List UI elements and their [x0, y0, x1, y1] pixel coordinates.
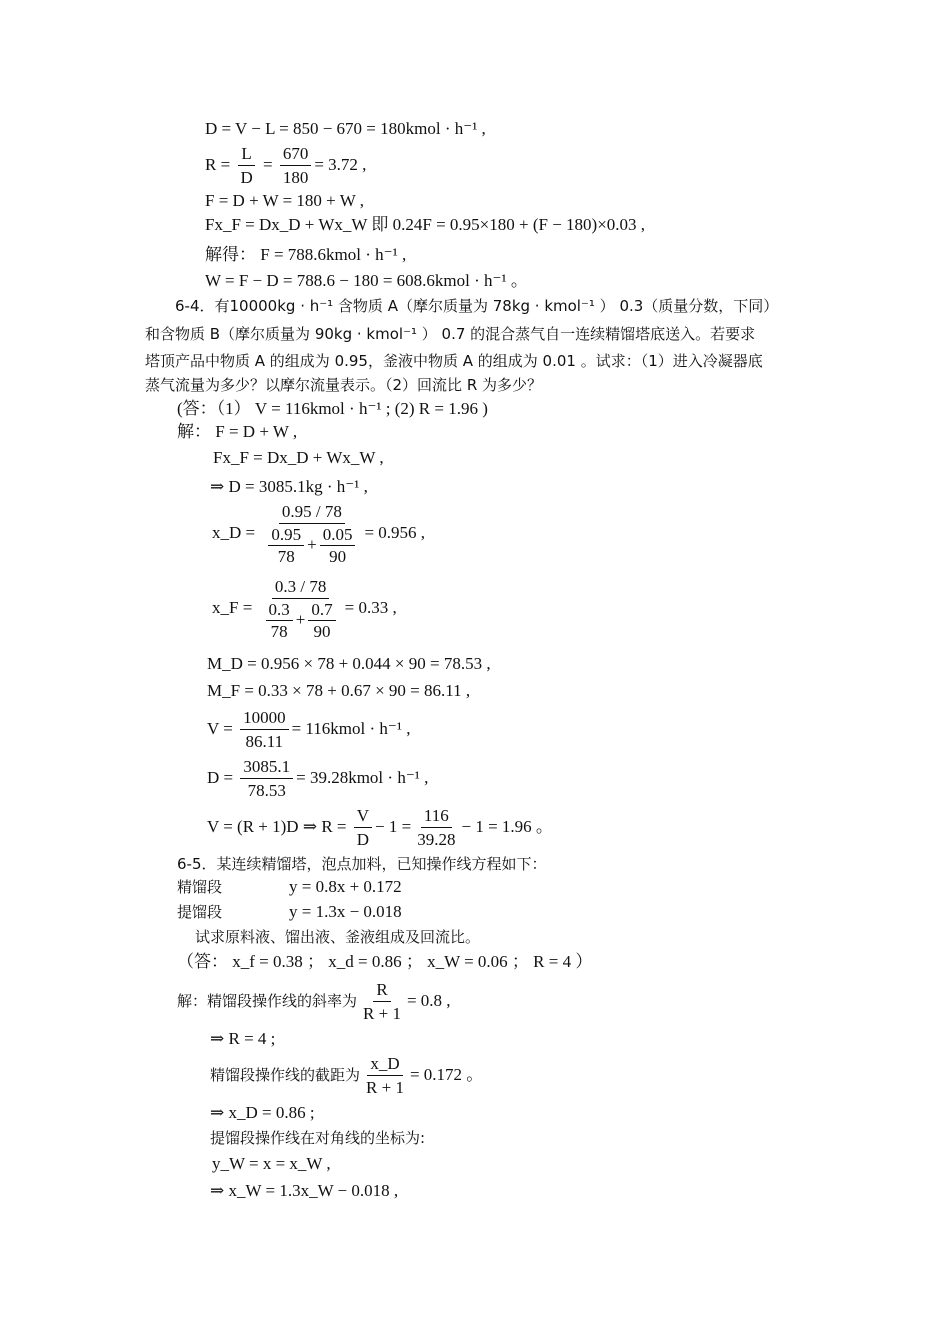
eq-lhs: R =: [205, 154, 235, 174]
stripping-diagonal-text: 提馏段操作线在对角线的坐标为:: [210, 1129, 426, 1147]
eq-R-result: ⇒ R = 4 ;: [210, 1029, 276, 1048]
eq-xD-result: ⇒ x_D = 0.86 ;: [210, 1103, 315, 1122]
eq-lhs: V = (R + 1)D ⇒ R =: [207, 816, 351, 836]
eq-xF: [212, 577, 397, 641]
eq-lhs: x_D =: [212, 522, 260, 542]
eq-rhs: = 0.172 。: [409, 1064, 484, 1084]
answer-6-4: (答：（1） V = 116kmol · h⁻¹ ; (2) R = 1.96 ): [177, 399, 488, 418]
problem-6-4-line1: 6-4．有10000kg · h⁻¹ 含物质 A（摩尔质量为 78kg · kmol⁻¹ ） 0.3（质量分数，下同）: [175, 297, 779, 315]
solution-step-2: Fx_F = Dx_D + Wx_W ,: [213, 448, 384, 467]
stripping-line: [177, 901, 402, 923]
eq-rhs: = 0.33 ,: [344, 597, 397, 617]
frac-den: R + 1: [366, 1078, 404, 1097]
problem-6-4-line2: 和含物质 B（摩尔质量为 90kg · kmol⁻¹ ） 0.7 的混合蒸气自一连续精馏塔底送入。若要求: [145, 325, 756, 343]
eq-D: [207, 757, 428, 801]
eq-solve-W: W = F − D = 788.6 − 180 = 608.6kmol · h⁻¹ 。: [205, 271, 528, 290]
frac-den: R + 1: [363, 1004, 401, 1023]
eq-rhs: = 116kmol · h⁻¹ ,: [291, 718, 411, 738]
frac-den: D: [356, 830, 370, 849]
eq-MD: M_D = 0.956 × 78 + 0.044 × 90 = 78.53 ,: [207, 654, 491, 673]
frac-num: R: [373, 980, 390, 1002]
eq-V: [207, 708, 410, 752]
eq-rhs: = 0.8 ,: [406, 990, 451, 1010]
eq-solve-F: 解得： F = 788.6kmol · h⁻¹ ,: [205, 245, 407, 264]
rectifying-equation: y = 0.8x + 0.172: [289, 877, 402, 896]
frac-num: 0.7: [308, 601, 335, 621]
frac-num: 10000: [240, 708, 289, 730]
eq-D-balance: D = V − L = 850 − 670 = 180kmol · h⁻¹ ,: [205, 119, 486, 138]
frac-num: 0.95: [268, 526, 304, 546]
frac-num: V: [354, 806, 372, 828]
frac-num: 0.3: [266, 601, 293, 621]
problem-6-4-line3: 塔顶产品中物质 A 的组成为 0.95，釜液中物质 A 的组成为 0.01 。试求：（1）进入冷凝器底: [145, 352, 763, 370]
frac-den: 180: [282, 168, 309, 187]
frac-den: 86.11: [245, 732, 284, 751]
solution-step-3: ⇒ D = 3085.1kg · h⁻¹ ,: [210, 477, 368, 496]
eq-xD: [212, 502, 425, 566]
frac-num: L: [238, 144, 254, 166]
eq-lhs: V =: [207, 718, 238, 738]
rectifying-line: [177, 876, 402, 898]
frac-den: $\frac{0.95}{78}$ + $\frac{0.05}{90}$: [262, 524, 361, 566]
frac-den: $\frac{0.3}{78}$ + $\frac{0.7}{90}$: [260, 599, 342, 641]
problem-6-5: 6-5．某连续精馏塔，泡点加料，已知操作线方程如下：: [177, 855, 547, 873]
eq-R: [207, 806, 553, 850]
frac-den: 39.28: [417, 830, 456, 849]
eq-lhs: D =: [207, 767, 238, 787]
frac-num: 0.3 / 78: [272, 577, 329, 599]
eq-rhs: − 1 = 1.96 。: [461, 816, 553, 836]
rectifying-label: 精馏段: [177, 878, 223, 896]
stripping-equation: y = 1.3x − 0.018: [289, 902, 402, 921]
eq-F-balance: F = D + W = 180 + W ,: [205, 191, 364, 210]
eq-reflux-ratio: R = $\frac{L}{D}$ = $\frac{670}{180}$ = 3.72 ,: [205, 144, 367, 187]
eq-lhs: 解：精馏段操作线的斜率为: [177, 991, 358, 1010]
problem-6-4-line4: 蒸气流量为多少？以摩尔流量表示。（2）回流比 R 为多少？: [145, 376, 543, 394]
stripping-label: 提馏段: [177, 903, 223, 921]
eq-rhs: = 39.28kmol · h⁻¹ ,: [296, 767, 429, 787]
eq-xW: ⇒ x_W = 1.3x_W − 0.018 ,: [210, 1181, 399, 1200]
eq-lhs: x_F =: [212, 597, 257, 617]
frac-num: 116: [421, 806, 452, 828]
frac-den: 90: [329, 547, 347, 566]
eq-intercept: [210, 1054, 483, 1098]
frac-den: 90: [313, 622, 331, 641]
eq-slope: [177, 980, 451, 1024]
frac-num: 670: [280, 144, 312, 166]
eq-mid: − 1 =: [375, 816, 412, 836]
eq-lhs: 精馏段操作线的截距为: [210, 1065, 361, 1084]
eq-rhs: = 0.956 ,: [364, 522, 426, 542]
frac-den: 78: [270, 622, 288, 641]
eq-rhs: = 3.72 ,: [314, 154, 367, 174]
frac-num: 3085.1: [240, 757, 293, 779]
solution-step-1: 解： F = D + W ,: [177, 422, 298, 441]
frac-den: D: [240, 168, 253, 187]
eq-yW: y_W = x = x_W ,: [212, 1154, 331, 1173]
question-6-5: 试求原料液、馏出液、釜液组成及回流比。: [195, 928, 481, 946]
frac-den: 78.53: [247, 781, 286, 800]
frac-num: 0.05: [320, 526, 356, 546]
answer-6-5: （答： x_f = 0.38 ； x_d = 0.86 ； x_W = 0.06 ； R = 4 ）: [177, 952, 593, 971]
frac-num: x_D: [367, 1054, 402, 1076]
frac-num: 0.95 / 78: [279, 502, 345, 524]
eq-component-balance: Fx_F = Dx_D + Wx_W 即 0.24F = 0.95×180 + (F − 180)×0.03 ,: [205, 215, 646, 234]
eq-MF: M_F = 0.33 × 78 + 0.67 × 90 = 86.11 ,: [207, 681, 471, 700]
frac-den: 78: [277, 547, 295, 566]
